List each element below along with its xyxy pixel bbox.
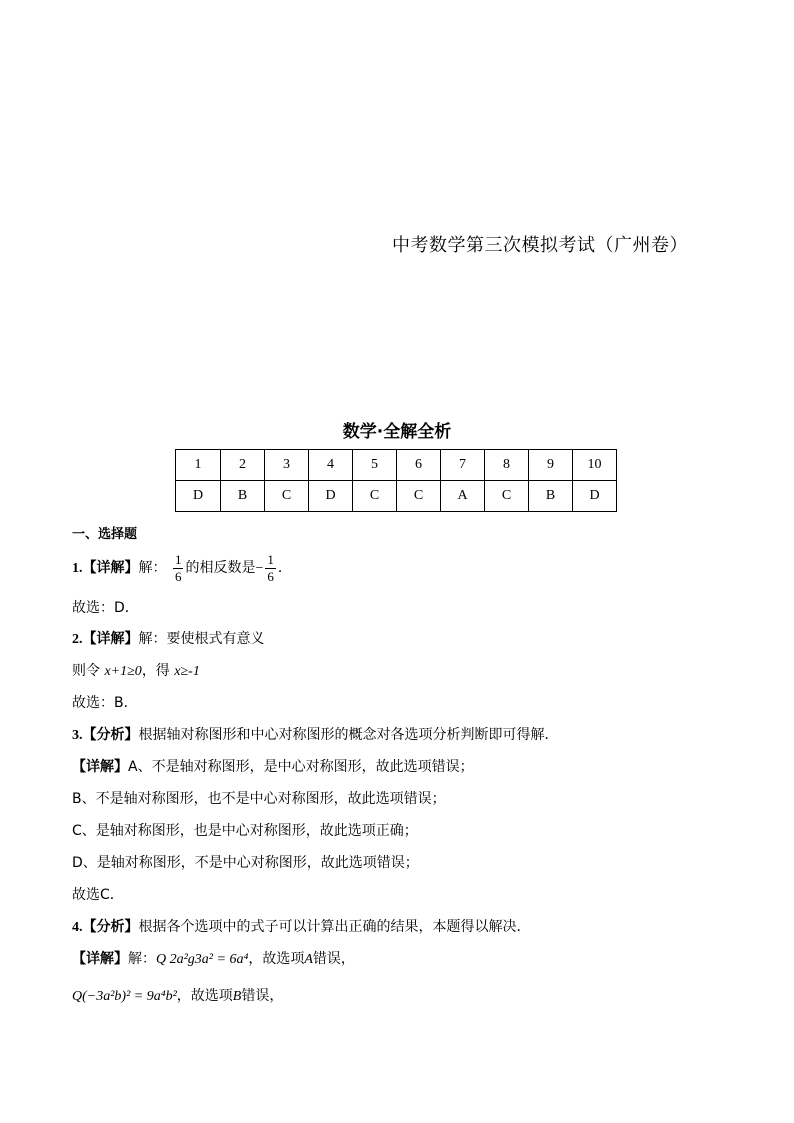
question-number: 8 xyxy=(485,450,529,481)
q3-choose: 故选C． xyxy=(72,887,124,903)
answer-cell: B xyxy=(221,481,265,512)
q2-cond-result: x≥-1 xyxy=(174,664,200,679)
q4-math-1: Q 2a²g3a² = 6a⁴ xyxy=(156,952,249,967)
q2-condition xyxy=(72,660,200,680)
q2-cond-math: x+1≥0 xyxy=(104,664,142,679)
q4-text: 错误， xyxy=(241,988,284,1004)
question-number: 4 xyxy=(309,450,353,481)
q4-number: 4. xyxy=(72,920,83,935)
q1-mid: 的相反数是 xyxy=(185,560,256,576)
question-number: 10 xyxy=(573,450,617,481)
q1-fraction xyxy=(173,552,184,585)
fraction-denominator: 6 xyxy=(174,568,182,584)
q2-tag: 【详解】 xyxy=(82,631,139,647)
question-number: 2 xyxy=(221,450,265,481)
q1-pre: 解： xyxy=(138,560,167,576)
q3-option-c: C、是轴对称图形，也是中心对称图形，故此选项正确； xyxy=(72,823,418,839)
q4-detail-tag: 【详解】 xyxy=(72,951,128,967)
doc-title: 数学·全解全析 xyxy=(342,422,452,442)
answer-cell: D xyxy=(176,481,221,512)
q1-tag: 【详解】 xyxy=(82,560,139,576)
q4-text: 错误， xyxy=(312,951,355,967)
q2-choose: 故选：B． xyxy=(72,695,138,711)
fraction-denominator: 6 xyxy=(267,568,274,584)
q1-end: ． xyxy=(277,560,292,576)
answer-table xyxy=(175,449,617,512)
q4-math-2: Q(−3a²b)² = 9a⁴b² xyxy=(72,989,177,1004)
q3-detail-tag: 【详解】 xyxy=(72,759,128,775)
q3-option-a xyxy=(72,756,474,776)
q3-option-b: B、不是轴对称图形，也不是中心对称图形，故此选项错误； xyxy=(72,791,446,807)
q3-number: 3. xyxy=(72,728,83,743)
q2-cond-pre: 则令 xyxy=(72,663,105,679)
q4-text: ，故选项 xyxy=(176,988,233,1004)
answer-cell: C xyxy=(485,481,529,512)
q2-cond-mid: ，得 xyxy=(141,663,175,679)
q4-text: ，故选项 xyxy=(248,951,305,967)
section-heading: 一、选择题 xyxy=(72,527,138,542)
answer-cell: D xyxy=(309,481,353,512)
q4-option-label: A xyxy=(304,952,313,967)
answer-cell: D xyxy=(573,481,617,512)
fraction-numerator: 1 xyxy=(267,551,274,567)
question-number: 6 xyxy=(397,450,441,481)
question-number: 5 xyxy=(353,450,397,481)
q4-detail-line1 xyxy=(72,948,355,968)
q4-line xyxy=(72,916,531,936)
q4-tag: 【分析】 xyxy=(82,919,139,935)
q4-pre: 解： xyxy=(128,951,156,967)
q1-number: 1. xyxy=(72,561,83,576)
q3-option-a-text: A、不是轴对称图形，是中心对称图形，故此选项错误； xyxy=(128,759,474,775)
q1-fraction-result xyxy=(265,552,276,585)
q2-line xyxy=(72,628,265,648)
answer-table-number-row xyxy=(176,450,617,481)
answer-cell: B xyxy=(529,481,573,512)
question-number: 1 xyxy=(176,450,221,481)
q4-option-label: B xyxy=(232,989,242,1004)
q3-option-d: D、是轴对称图形，不是中心对称图形，故此选项错误； xyxy=(72,855,419,871)
q3-analysis: 根据轴对称图形和中心对称图形的概念对各选项分析判断即可得解． xyxy=(138,727,559,743)
q2-text: 解：要使根式有意义 xyxy=(138,631,265,647)
q2-number: 2. xyxy=(72,632,83,647)
question-number: 3 xyxy=(265,450,309,481)
q3-tag: 【分析】 xyxy=(82,727,139,743)
q1-line xyxy=(72,550,292,586)
q4-analysis: 根据各个选项中的式子可以计算出正确的结果，本题得以解决． xyxy=(138,919,531,935)
answer-cell: A xyxy=(441,481,485,512)
q1-choose: 故选：D． xyxy=(72,600,139,616)
question-number: 9 xyxy=(529,450,573,481)
answer-cell: C xyxy=(265,481,309,512)
answer-table-answer-row xyxy=(176,481,617,512)
answer-cell: C xyxy=(397,481,441,512)
question-number: 7 xyxy=(441,450,485,481)
q3-line xyxy=(72,724,559,744)
fraction-numerator: 1 xyxy=(174,551,182,567)
minus-sign: − xyxy=(255,561,264,576)
answer-cell: C xyxy=(353,481,397,512)
q4-detail-line2 xyxy=(72,985,283,1005)
exam-title: 中考数学第三次模拟考试（广州卷） xyxy=(392,235,688,256)
